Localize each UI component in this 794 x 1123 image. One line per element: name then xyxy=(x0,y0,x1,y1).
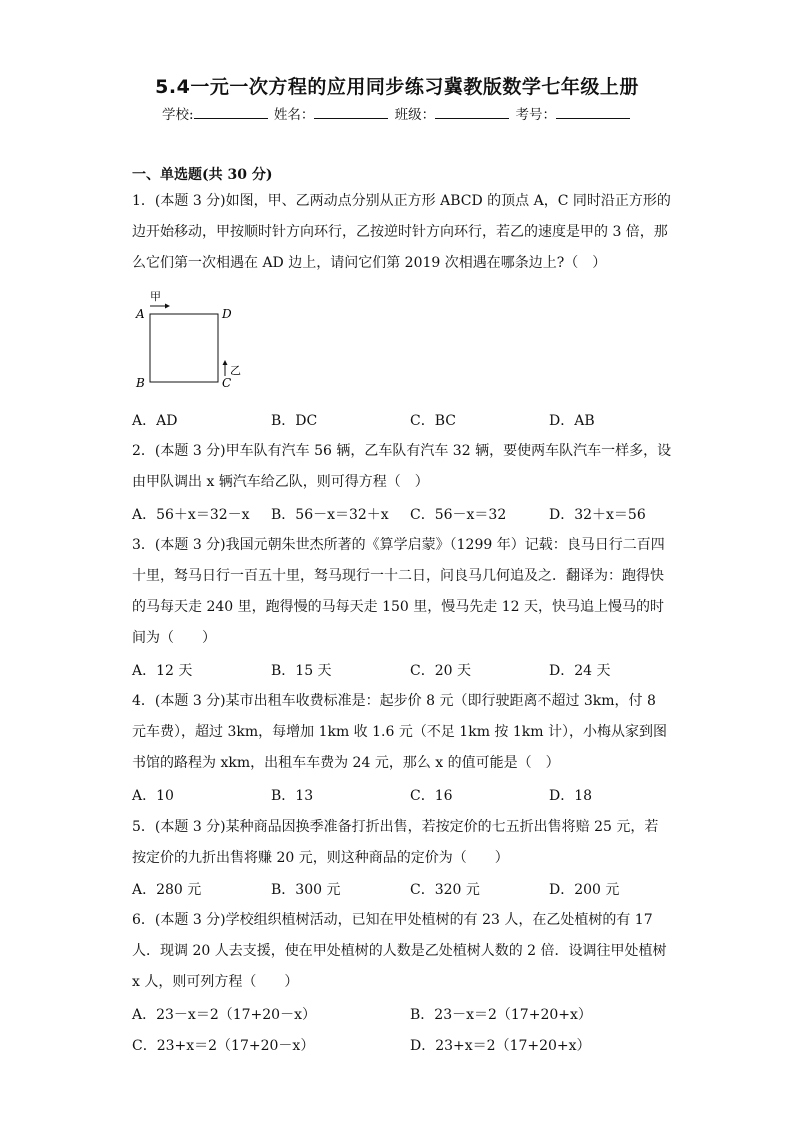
option-c[interactable]: C．56－x＝32 xyxy=(410,507,507,523)
option-d[interactable]: D．200 元 xyxy=(549,882,620,898)
square-figure xyxy=(132,288,252,392)
school-label: 学校: xyxy=(162,107,194,123)
question-5-options xyxy=(132,879,672,901)
name-label: 姓名： xyxy=(273,107,315,123)
question-1-text: 1．(本题 3 分)如图，甲、乙两动点分别从正方形 ABCD 的顶点 A，C 同时沿正方形的边开始移动，甲按顺时针方向环行，乙按逆时针方向环行，若乙的速度是甲的 3 倍，那么它们第一次相遇在 AD 边上，请问它们第 2019 次相遇在哪条边上?（ ） xyxy=(132,193,671,271)
option-a[interactable]: A．10 xyxy=(132,788,174,804)
option-c[interactable]: C．16 xyxy=(410,788,453,804)
option-a[interactable]: A．AD xyxy=(132,413,178,429)
question-6-options-row-2 xyxy=(132,1035,672,1057)
class-field[interactable] xyxy=(435,106,509,119)
option-a[interactable]: A．56＋x＝32－x xyxy=(132,507,250,523)
section-title: 一、单选题(共 30 分) xyxy=(132,167,273,183)
option-b[interactable]: B．23－x＝2（17+20+x） xyxy=(410,1007,592,1023)
square-abcd xyxy=(150,314,218,382)
option-b[interactable]: B．DC xyxy=(271,413,318,429)
vertex-d: D xyxy=(222,307,232,321)
option-a[interactable]: A．12 天 xyxy=(132,663,193,679)
option-c[interactable]: C．BC xyxy=(410,413,456,429)
question-5-text: 5．(本题 3 分)某种商品因换季准备打折出售，若按定价的七五折出售将赔 25 元，若按定价的九折出售将赚 20 元，则这种商品的定价为（ ） xyxy=(132,819,659,866)
question-1-options xyxy=(132,410,672,432)
option-a[interactable]: A．280 元 xyxy=(132,882,202,898)
vertex-a: A xyxy=(136,307,145,321)
arrow-jia-head xyxy=(165,304,170,309)
question-2-text: 2．(本题 3 分)甲车队有汽车 56 辆，乙车队有汽车 32 辆，要使两车队汽车一样多，设由甲队调出 x 辆汽车给乙队，则可得方程（ ） xyxy=(132,443,672,490)
option-b[interactable]: B．13 xyxy=(271,788,314,804)
option-c[interactable]: C．23+x＝2（17+20－x） xyxy=(132,1038,315,1054)
exam-no-field[interactable] xyxy=(556,106,630,119)
class-label: 班级： xyxy=(394,107,436,123)
exam-no-label: 考号： xyxy=(515,107,556,123)
question-4-options xyxy=(132,785,672,807)
question-2-options xyxy=(132,504,672,526)
question-6-options-row-1 xyxy=(132,1004,672,1026)
option-d[interactable]: D．AB xyxy=(549,413,595,429)
name-field[interactable] xyxy=(314,106,388,119)
option-b[interactable]: B．15 天 xyxy=(271,663,332,679)
option-b[interactable]: B．56－x＝32＋x xyxy=(271,507,389,523)
option-d[interactable]: D．32＋x＝56 xyxy=(549,507,646,523)
arrow-yi-head xyxy=(223,360,228,365)
option-d[interactable]: D．18 xyxy=(549,788,593,804)
option-d[interactable]: D．23+x＝2（17+20+x） xyxy=(410,1038,591,1054)
student-info-line xyxy=(0,103,794,123)
page-title: 5.4一元一次方程的应用同步练习冀教版数学七年级上册 xyxy=(155,76,639,98)
option-c[interactable]: C．320 元 xyxy=(410,882,480,898)
question-3-options xyxy=(132,660,672,682)
option-b[interactable]: B．300 元 xyxy=(271,882,341,898)
label-yi: 乙 xyxy=(230,364,241,377)
option-c[interactable]: C．20 天 xyxy=(410,663,471,679)
vertex-c: C xyxy=(222,376,232,390)
question-3-text: 3．(本题 3 分)我国元朝朱世杰所著的《算学启蒙》（1299 年）记载：良马日行二百四十里，驽马日行一百五十里，驽马现行一十二日，问良马几何追及之．翻译为：跑得快的马每天走 240 里，跑得慢的马每天走 150 里，慢马先走 12 天，快马追上慢马的时间为（ ） xyxy=(132,537,665,646)
label-jia: 甲 xyxy=(150,290,161,303)
question-4-text: 4．(本题 3 分)某市出租车收费标准是：起步价 8 元（即行驶距离不超过 3km，付 8 元车费），超过 3km，每增加 1km 收 1.6 元（不足 1km 按 1km 计），小梅从家到图书馆的路程为 xkm，出租车车费为 24 元，那么 x 的值可能是（ ） xyxy=(132,693,667,771)
question-6-text: 6．(本题 3 分)学校组织植树活动，已知在甲处植树的有 23 人，在乙处植树的有 17 人．现调 20 人去支援，使在甲处植树的人数是乙处植树人数的 2 倍．设调往甲处植树 x 人，则可列方程（ ） xyxy=(132,912,667,990)
option-d[interactable]: D．24 天 xyxy=(549,663,611,679)
vertex-b: B xyxy=(136,376,145,390)
school-field[interactable] xyxy=(194,106,268,119)
option-a[interactable]: A．23－x＝2（17+20－x） xyxy=(132,1007,316,1023)
